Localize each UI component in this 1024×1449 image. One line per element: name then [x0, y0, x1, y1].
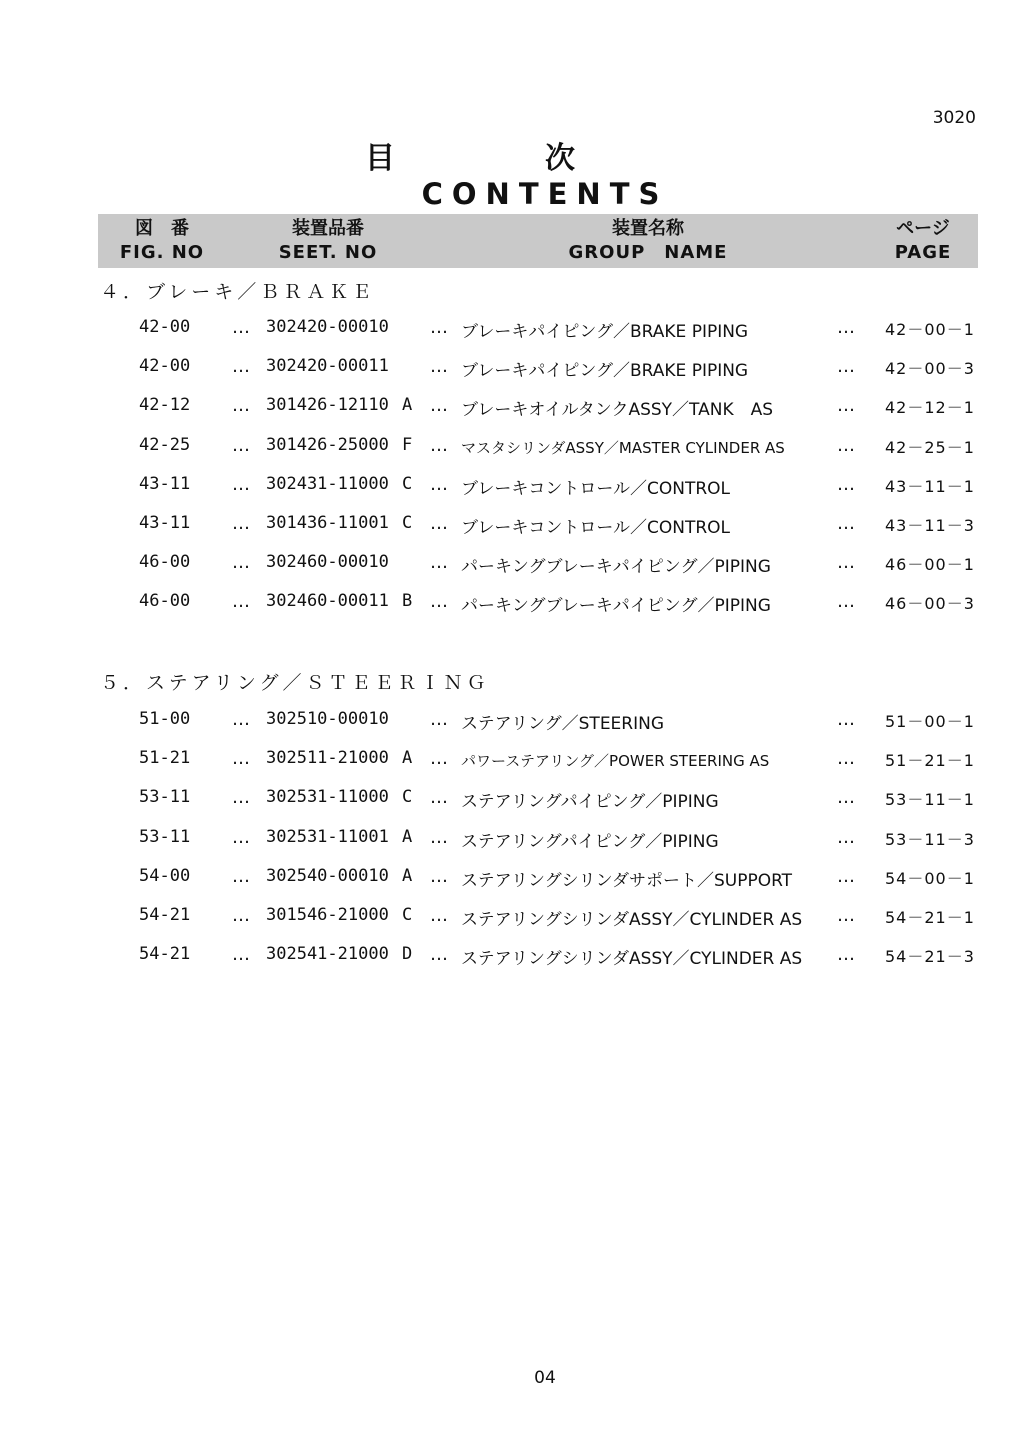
header-page-jp: ページ	[896, 218, 950, 239]
page-ref: 46－00－1	[885, 555, 975, 574]
page-ref: 53－11－3	[885, 830, 975, 849]
fig-number: 43-11	[139, 474, 191, 494]
revision-letter: D	[402, 944, 413, 964]
page-ref: 51－00－1	[885, 712, 975, 731]
page-ref: 42－00－3	[885, 359, 975, 378]
header-group-name-jp: 装置名称	[612, 218, 684, 239]
group-name: ステアリングパイピング／PIPING	[461, 832, 719, 852]
seet-number: 302531-11001	[266, 827, 389, 847]
leader-dots: …	[430, 787, 448, 808]
leader-dots: …	[232, 513, 250, 534]
leader-dots: …	[430, 474, 448, 495]
revision-letter: B	[402, 591, 413, 611]
group-name: ステアリングシリンダサポート／SUPPORT	[461, 871, 793, 891]
contents-row	[0, 905, 1024, 935]
contents-row	[0, 513, 1024, 543]
page-ref: 54－21－1	[885, 908, 975, 927]
leader-dots: …	[232, 787, 250, 808]
contents-row	[0, 748, 1024, 778]
leader-dots: …	[430, 552, 448, 573]
fig-number: 42-25	[139, 435, 191, 455]
seet-number: 302541-21000	[266, 944, 389, 964]
leader-dots: …	[232, 591, 250, 612]
header-seet-no-jp: 装置品番	[292, 218, 364, 239]
leader-dots: …	[232, 866, 250, 887]
leader-dots: …	[837, 944, 855, 965]
group-name: パワーステアリング／POWER STEERING AS	[461, 752, 770, 770]
fig-number: 46-00	[139, 552, 191, 572]
leader-dots: …	[232, 905, 250, 926]
leader-dots: …	[232, 317, 250, 338]
contents-row	[0, 866, 1024, 896]
revision-letter: F	[402, 435, 413, 455]
fig-number: 54-00	[139, 866, 191, 886]
leader-dots: …	[430, 317, 448, 338]
leader-dots: …	[430, 395, 448, 416]
leader-dots: …	[232, 435, 250, 456]
seet-number: 301426-25000	[266, 435, 389, 455]
group-name: パーキングブレーキパイピング／PIPING	[461, 557, 771, 577]
leader-dots: …	[837, 866, 855, 887]
seet-number: 302420-00011	[266, 356, 389, 376]
fig-number: 53-11	[139, 787, 191, 807]
group-name: ブレーキパイピング／BRAKE PIPING	[461, 322, 749, 342]
group-name: ブレーキオイルタンクASSY／TANK AS	[461, 400, 774, 420]
group-name: ステアリングシリンダASSY／CYLINDER AS	[461, 949, 803, 969]
contents-row	[0, 709, 1024, 739]
leader-dots: …	[430, 827, 448, 848]
fig-number: 54-21	[139, 905, 191, 925]
leader-dots: …	[837, 787, 855, 808]
leader-dots: …	[232, 356, 250, 377]
seet-number: 302510-00010	[266, 709, 389, 729]
section-title: ４．ブレーキ／ＢＲＡＫＥ	[100, 281, 376, 303]
page-ref: 42－25－1	[885, 438, 975, 457]
group-name: パーキングブレーキパイピング／PIPING	[461, 596, 771, 616]
fig-number: 53-11	[139, 827, 191, 847]
leader-dots: …	[837, 591, 855, 612]
page-ref: 42－00－1	[885, 320, 975, 339]
seet-number: 301426-12110	[266, 395, 389, 415]
leader-dots: …	[837, 709, 855, 730]
fig-number: 54-21	[139, 944, 191, 964]
leader-dots: …	[837, 905, 855, 926]
leader-dots: …	[232, 395, 250, 416]
seet-number: 302460-00011	[266, 591, 389, 611]
fig-number: 42-12	[139, 395, 191, 415]
contents-row	[0, 944, 1024, 974]
leader-dots: …	[837, 317, 855, 338]
seet-number: 301436-11001	[266, 513, 389, 533]
seet-number: 302420-00010	[266, 317, 389, 337]
leader-dots: …	[232, 827, 250, 848]
page-number: 04	[534, 1368, 556, 1388]
contents-row	[0, 787, 1024, 817]
page-ref: 54－00－1	[885, 869, 975, 888]
page-ref: 51－21－1	[885, 751, 975, 770]
leader-dots: …	[430, 866, 448, 887]
page-ref: 42－12－1	[885, 398, 975, 417]
header-seet-no	[248, 217, 408, 265]
group-name: マスタシリンダASSY／MASTER CYLINDER AS	[461, 439, 785, 457]
page-ref: 53－11－1	[885, 790, 975, 809]
leader-dots: …	[430, 905, 448, 926]
leader-dots: …	[837, 513, 855, 534]
fig-number: 43-11	[139, 513, 191, 533]
revision-letter: C	[402, 513, 413, 533]
contents-row	[0, 317, 1024, 347]
document-number: 3020	[932, 108, 976, 128]
leader-dots: …	[837, 474, 855, 495]
revision-letter: C	[402, 787, 413, 807]
title-japanese: 目次	[365, 141, 725, 176]
leader-dots: …	[430, 356, 448, 377]
contents-row	[0, 591, 1024, 621]
leader-dots: …	[837, 827, 855, 848]
group-name: ブレーキパイピング／BRAKE PIPING	[461, 361, 749, 381]
header-group-name	[518, 217, 778, 265]
contents-row	[0, 356, 1024, 386]
leader-dots: …	[232, 709, 250, 730]
header-group-name-en: GROUP NAME	[568, 242, 728, 263]
leader-dots: …	[232, 552, 250, 573]
seet-number: 301546-21000	[266, 905, 389, 925]
seet-number: 302460-00010	[266, 552, 389, 572]
group-name: ブレーキコントロール／CONTROL	[461, 518, 730, 538]
leader-dots: …	[430, 591, 448, 612]
fig-number: 51-21	[139, 748, 191, 768]
section-title: ５．ステアリング／ＳＴＥＥＲＩＮＧ	[100, 672, 490, 694]
header-page	[868, 217, 978, 265]
leader-dots: …	[232, 474, 250, 495]
revision-letter: A	[402, 866, 413, 886]
fig-number: 42-00	[139, 356, 191, 376]
fig-number: 51-00	[139, 709, 191, 729]
revision-letter: A	[402, 395, 413, 415]
leader-dots: …	[837, 748, 855, 769]
contents-row	[0, 552, 1024, 582]
revision-letter: C	[402, 474, 413, 494]
contents-row	[0, 395, 1024, 425]
leader-dots: …	[837, 435, 855, 456]
page-ref: 43－11－3	[885, 516, 975, 535]
seet-number: 302531-11000	[266, 787, 389, 807]
leader-dots: …	[837, 356, 855, 377]
header-fig-no-jp: 図 番	[135, 218, 189, 239]
leader-dots: …	[837, 395, 855, 416]
leader-dots: …	[837, 552, 855, 573]
contents-row	[0, 435, 1024, 465]
revision-letter: A	[402, 748, 413, 768]
header-fig-no	[98, 217, 226, 265]
leader-dots: …	[430, 748, 448, 769]
fig-number: 42-00	[139, 317, 191, 337]
revision-letter: A	[402, 827, 413, 847]
leader-dots: …	[430, 513, 448, 534]
header-page-en: PAGE	[894, 242, 952, 263]
seet-number: 302540-00010	[266, 866, 389, 886]
header-fig-no-en: FIG. NO	[119, 242, 205, 263]
contents-row	[0, 827, 1024, 857]
table-header	[98, 214, 978, 268]
contents-row	[0, 474, 1024, 504]
revision-letter: C	[402, 905, 413, 925]
group-name: ステアリングシリンダASSY／CYLINDER AS	[461, 910, 803, 930]
seet-number: 302511-21000	[266, 748, 389, 768]
fig-number: 46-00	[139, 591, 191, 611]
title-english: CONTENTS	[421, 177, 669, 211]
leader-dots: …	[430, 709, 448, 730]
group-name: ステアリング／STEERING	[461, 714, 665, 734]
leader-dots: …	[430, 944, 448, 965]
page-ref: 43－11－1	[885, 477, 975, 496]
leader-dots: …	[232, 944, 250, 965]
header-seet-no-en: SEET. NO	[278, 242, 378, 263]
group-name: ステアリングパイピング／PIPING	[461, 792, 719, 812]
leader-dots: …	[430, 435, 448, 456]
leader-dots: …	[232, 748, 250, 769]
page-ref: 54－21－3	[885, 947, 975, 966]
group-name: ブレーキコントロール／CONTROL	[461, 479, 730, 499]
seet-number: 302431-11000	[266, 474, 389, 494]
page-ref: 46－00－3	[885, 594, 975, 613]
